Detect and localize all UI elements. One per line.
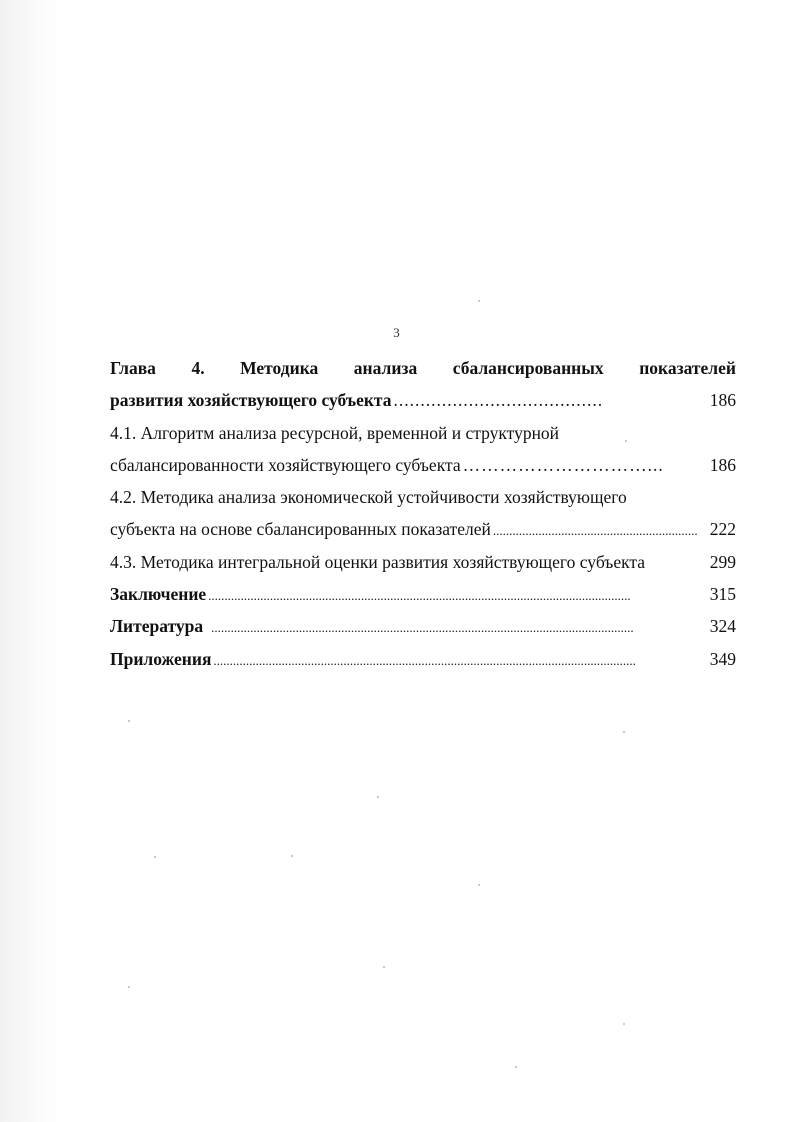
- section-4-2-line-2: субъекта на основе сбалансированных показателей: [110, 519, 491, 540]
- scan-speck: [515, 1066, 517, 1068]
- scan-speck: [478, 884, 480, 886]
- leader-dots: ...............................................................: [492, 523, 698, 539]
- chapter-4-entry[interactable]: [110, 384, 736, 416]
- scan-speck: [383, 966, 385, 968]
- section-4-3-line-1: 4.3. Методика интегральной оценки развития хозяйствующего субъекта: [110, 551, 645, 572]
- page-ref: 324: [709, 616, 736, 637]
- section-4-3-entry[interactable]: [110, 546, 736, 578]
- scan-speck: [625, 440, 627, 442]
- page-ref: 299: [709, 551, 736, 572]
- leader-dots: ..................................................................................................................................: [213, 652, 636, 668]
- leader-dots: .......................................: [393, 390, 604, 411]
- section-4-1-line-2: сбалансированности хозяйствующего субъекта: [110, 454, 461, 475]
- literature-label: Литература: [110, 616, 204, 637]
- scan-speck: [128, 720, 130, 722]
- scan-speck: [478, 300, 480, 302]
- page-ref: 186: [709, 454, 736, 475]
- chapter-4-word: сбалансированных: [452, 358, 604, 378]
- appendix-entry[interactable]: [110, 643, 736, 675]
- scan-speck: [623, 731, 625, 733]
- leader-dots: ..................................................................................................................................: [208, 588, 631, 604]
- page-ref: 349: [709, 648, 736, 669]
- scan-speck: [291, 855, 293, 857]
- conclusion-entry[interactable]: [110, 578, 736, 610]
- page-number: 3: [393, 325, 400, 340]
- chapter-4-word: показателей: [639, 358, 736, 378]
- scan-speck: [154, 856, 156, 858]
- table-of-contents: [110, 352, 736, 675]
- section-4-2-entry[interactable]: [110, 513, 736, 545]
- leader-dots: ..................................................................................................................................: [211, 620, 634, 636]
- chapter-4-word: Глава: [110, 358, 156, 378]
- literature-entry[interactable]: [110, 610, 736, 642]
- chapter-4-title-line-2: развития хозяйствующего субъекта: [110, 390, 392, 411]
- page-ref: 222: [709, 519, 736, 540]
- leader-dots: …………………………...: [462, 454, 664, 475]
- chapter-4-word: Методика: [240, 358, 319, 378]
- chapter-4-title-line-1: [110, 352, 736, 384]
- scan-shadow-edge: [0, 0, 58, 1122]
- scan-speck: [377, 796, 379, 798]
- scan-speck: [128, 986, 130, 988]
- chapter-4-word: анализа: [353, 358, 418, 378]
- chapter-4-word: 4.: [191, 358, 205, 378]
- page-ref: 186: [709, 390, 736, 411]
- section-4-1-line-1: 4.1. Алгоритм анализа ресурсной, временной и структурной: [110, 422, 560, 443]
- scan-speck: [623, 1023, 625, 1025]
- page-ref: 315: [709, 584, 736, 605]
- conclusion-label: Заключение: [110, 584, 207, 605]
- section-4-2-line-1: 4.2. Методика анализа экономической устойчивости хозяйствующего: [110, 487, 627, 508]
- section-4-1-entry[interactable]: [110, 449, 736, 481]
- appendix-label: Приложения: [110, 648, 212, 669]
